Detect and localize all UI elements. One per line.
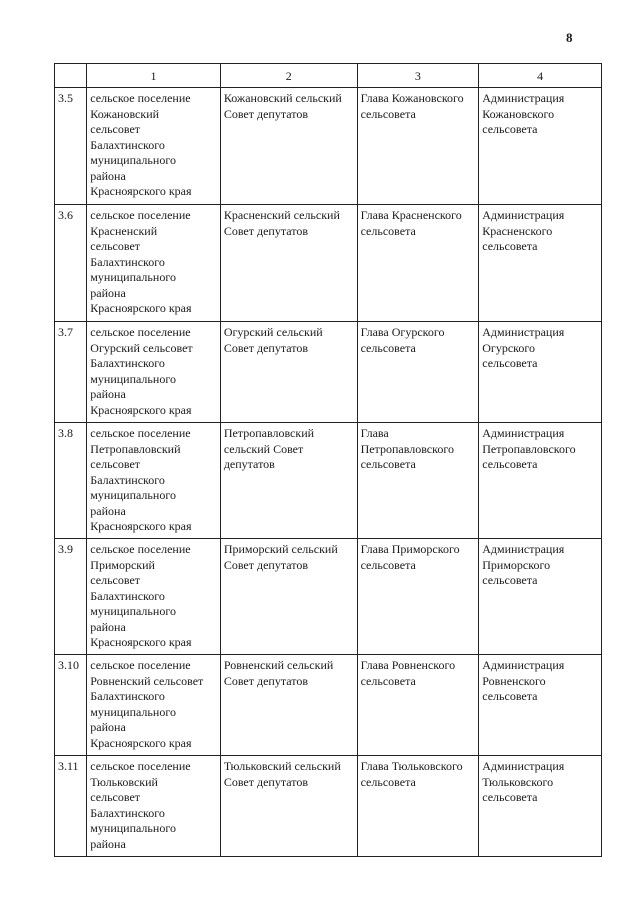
head-cell: Глава Приморского сельсовета <box>357 539 479 655</box>
municipal-bodies-table <box>54 63 602 857</box>
table-row <box>55 539 602 655</box>
row-number: 3.5 <box>55 88 87 205</box>
row-number: 3.8 <box>55 423 87 539</box>
header-cell-1: 1 <box>87 64 221 88</box>
head-cell: Глава Красненского сельсовета <box>357 205 479 322</box>
head-cell: Глава Ровненского сельсовета <box>357 655 479 756</box>
administration-cell: Администрация Тюльковского сельсовета <box>479 756 602 857</box>
head-cell: Глава Тюльковского сельсовета <box>357 756 479 857</box>
municipality-name-cell: сельское поселение Огурский сельсовет Балахтинского муниципального района Красноярского края <box>87 322 221 423</box>
council-cell: Приморский сельский Совет депутатов <box>220 539 357 655</box>
table-row <box>55 88 602 205</box>
administration-cell: Администрация Приморского сельсовета <box>479 539 602 655</box>
administration-cell: Администрация Огурского сельсовета <box>479 322 602 423</box>
row-number: 3.6 <box>55 205 87 322</box>
municipality-name-cell: сельское поселение Петропавловский сельсовет Балахтинского муниципального района Красноярского края <box>87 423 221 539</box>
council-cell: Кожановский сельский Совет депутатов <box>220 88 357 205</box>
administration-cell: Администрация Петропавловского сельсовета <box>479 423 602 539</box>
administration-cell: Администрация Кожановского сельсовета <box>479 88 602 205</box>
header-cell-num <box>55 64 87 88</box>
table-header-row <box>55 64 602 88</box>
table-row <box>55 655 602 756</box>
council-cell: Красненский сельский Совет депутатов <box>220 205 357 322</box>
row-number: 3.7 <box>55 322 87 423</box>
head-cell: Глава Кожановского сельсовета <box>357 88 479 205</box>
row-number: 3.10 <box>55 655 87 756</box>
table-row <box>55 205 602 322</box>
row-number: 3.11 <box>55 756 87 857</box>
row-number: 3.9 <box>55 539 87 655</box>
table-row <box>55 423 602 539</box>
administration-cell: Администрация Ровненского сельсовета <box>479 655 602 756</box>
header-cell-4: 4 <box>479 64 602 88</box>
header-cell-3: 3 <box>357 64 479 88</box>
municipality-name-cell: сельское поселение Красненский сельсовет Балахтинского муниципального района Красноярского края <box>87 205 221 322</box>
council-cell: Огурский сельский Совет депутатов <box>220 322 357 423</box>
municipality-name-cell: сельское поселение Тюльковский сельсовет Балахтинского муниципального района <box>87 756 221 857</box>
council-cell: Петропавловский сельский Совет депутатов <box>220 423 357 539</box>
municipality-name-cell: сельское поселение Ровненский сельсовет Балахтинского муниципального района Красноярского края <box>87 655 221 756</box>
administration-cell: Администрация Красненского сельсовета <box>479 205 602 322</box>
page-number: 8 <box>566 30 573 45</box>
table-row <box>55 756 602 857</box>
header-cell-2: 2 <box>220 64 357 88</box>
municipality-name-cell: сельское поселение Приморский сельсовет Балахтинского муниципального района Красноярского края <box>87 539 221 655</box>
council-cell: Ровненский сельский Совет депутатов <box>220 655 357 756</box>
head-cell: Глава Огурского сельсовета <box>357 322 479 423</box>
table-row <box>55 322 602 423</box>
municipality-name-cell: сельское поселение Кожановский сельсовет Балахтинского муниципального района Красноярского края <box>87 88 221 205</box>
council-cell: Тюльковский сельский Совет депутатов <box>220 756 357 857</box>
head-cell: Глава Петропавловского сельсовета <box>357 423 479 539</box>
